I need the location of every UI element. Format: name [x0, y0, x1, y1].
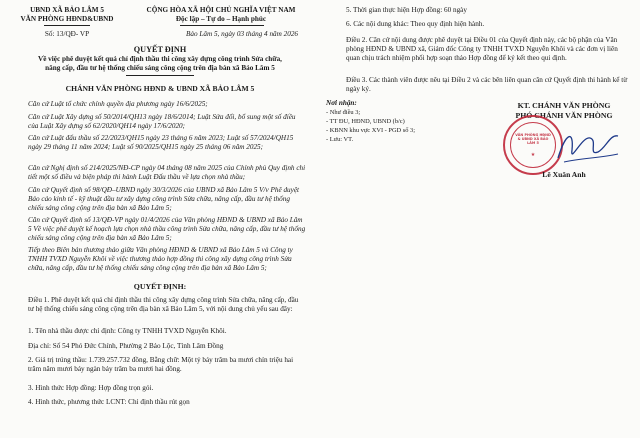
ground-6: Căn cứ Quyết định số 13/QĐ-VP ngày 01/4/2026 của Văn phòng HĐND & UBND xã Bảo Lâm 5 Về việc phê duyệt kế hoạch lựa chọn nhà thầu công trình Sửa chữa, nâng cấp, đầu tư hệ thống chiếu sáng công cộng trên địa bàn xã Bảo Lâm 5; [28, 216, 306, 242]
recipient-2: - TT ĐU, HĐND, UBND (b/c) [326, 118, 405, 125]
sign-title-1: KT. CHÁNH VĂN PHÒNG [517, 101, 611, 110]
item-4: 4. Hình thức, phương thức LCNT: Chỉ định thầu rút gọn [28, 398, 190, 406]
decides-heading: QUYẾT ĐỊNH: [133, 282, 187, 291]
signer-name: Lê Xuân Anh [542, 170, 586, 179]
recipients-title: Nơi nhận: [326, 99, 357, 107]
seal-text: VĂN PHÒNG HĐND & UBND XÃ BẢO LÂM 5 [515, 133, 551, 145]
subject-line-1: Về việc phê duyệt kết quả chỉ định thầu thi công xây dựng công trình Sửa chữa, [38, 55, 282, 63]
article-2: Điều 2. Căn cứ nội dung được phê duyệt tại Điều 01 của Quyết định này, các bộ phận của Văn phòng HĐND & UBND xã, Giám đốc Công ty TNHH TVXD Nguyễn Khôi và các đơn vị liên quan chịu trách nhiệm phối hợp soạn thảo Hợp đồng để ký kết theo qui định. [346, 36, 618, 62]
item-1-address: Địa chỉ: Số 54 Phó Đức Chính, Phường 2 Bảo Lộc, Tỉnh Lâm Đồng [28, 342, 224, 350]
item-3: 3. Hình thức Hợp đồng: Hợp đồng trọn gói. [28, 384, 154, 392]
ground-5: Căn cứ Quyết định số 98/QĐ–UBND ngày 30/3/2026 của UBND xã Bảo Lâm 5 V/v Phê duyệt Báo cáo kinh tế - kỹ thuật đầu tư xây dựng công trình Sửa chữa, nâng cấp, đầu tư hệ thống chiếu sáng công cộng trên địa bàn xã Bảo Lâm 5; [28, 186, 300, 212]
doc-type-title: QUYẾT ĐỊNH [133, 45, 187, 54]
recipient-1: - Như điều 3; [326, 109, 361, 116]
article-3: Điều 3. Các thành viên được nêu tại Điều 2 và các bên liên quan căn cứ Quyết định thi hành kể từ ngày ký. [346, 76, 628, 93]
recipient-3: - KBNN khu vực XVI - PGD số 3; [326, 127, 416, 134]
ground-4: Căn cứ Nghị định số 214/2025/NĐ-CP ngày 04 tháng 08 năm 2025 của Chính phủ Quy định chi tiết một số điều và biện pháp thi hành Luật Đấu thầu về lựa chọn nhà thầu; [28, 164, 306, 181]
item-6: 6. Các nội dung khác: Theo quy định hiện hành. [346, 20, 485, 28]
item-1: 1. Tên nhà thầu được chỉ định: Công ty TNHH TVXD Nguyễn Khôi. [28, 327, 227, 335]
ground-1: Căn cứ Luật tổ chức chính quyền địa phương ngày 16/6/2025; [28, 100, 208, 108]
motto-underline [180, 25, 264, 26]
agency-name: UBND XÃ BẢO LÂM 5 [30, 6, 104, 14]
subject-line-2: nâng cấp, đầu tư hệ thống chiếu sáng công cộng trên địa bàn xã Bảo Lâm 5 [45, 64, 275, 72]
official-seal: VĂN PHÒNG HĐND & UBND XÃ BẢO LÂM 5 ★ [503, 115, 563, 175]
ground-7: Tiếp theo Biên bản thương thảo giữa Văn phòng HĐND & UBND xã Bảo Lâm 5 và Công ty TNHH TVXD Nguyễn Khôi về việc thương thảo hợp đồng thi công xây dựng công trình Sửa chữa, nâng cấp, đầu tư hệ thống chiếu sáng công cộng trên địa bàn xã Bảo Lâm 5; [28, 246, 293, 272]
agency-underline [44, 25, 90, 26]
signature-icon [552, 124, 624, 170]
subject-underline [126, 75, 194, 76]
item-5: 5. Thời gian thực hiện Hợp đồng: 60 ngày [346, 6, 467, 14]
sign-title-2: PHÓ CHÁNH VĂN PHÒNG [515, 111, 613, 120]
nation-header: CỘNG HÒA XÃ HỘI CHỦ NGHĨA VIỆT NAM [146, 6, 296, 14]
item-2: 2. Giá trị trúng thầu: 1.739.257.732 đồng, Bằng chữ: Một tỷ bảy trăm ba mươi chín triệu hai trăm năm mươi bảy ngàn bảy trăm ba mươi hai đồng. [28, 356, 294, 373]
document-page-right [320, 0, 640, 438]
ground-3: Căn cứ Luật đấu thầu số 22/2023/QH15 ngày 23 tháng 6 năm 2023; Luật số 57/2024/QH15 ngày 29 tháng 11 năm 2024; Luật số 90/2025/QH15 ngày 25 tháng 06 năm 2025; [28, 134, 294, 151]
recipient-4: - Lưu: VT. [326, 136, 354, 143]
agency-office: VĂN PHÒNG HĐND&UBND [20, 15, 114, 23]
ground-2: Căn cứ Luật Xây dựng số 50/2014/QH13 ngày 18/6/2014; Luật Sửa đổi, bổ sung một số điều của Luật Xây dựng số 62/2020/QH14 ngày 17/6/2020; [28, 113, 296, 130]
issuing-authority: CHÁNH VĂN PHÒNG HĐND & UBND XÃ BẢO LÂM 5 [65, 84, 255, 93]
nation-motto: Độc lập – Tự do – Hạnh phúc [175, 15, 267, 23]
doc-number: Số: 13/QĐ- VP [44, 30, 90, 38]
place-date: Bảo Lâm 5, ngày 03 tháng 4 năm 2026 [186, 30, 299, 38]
article-1: Điều 1. Phê duyệt kết quả chỉ định thầu thi công xây dựng công trình Sửa chữa, nâng cấp, đầu tư hệ thống chiếu sáng công cộng trên địa bàn xã Bảo Lâm 5, với nội dung chủ yếu sau đây: [28, 296, 299, 313]
